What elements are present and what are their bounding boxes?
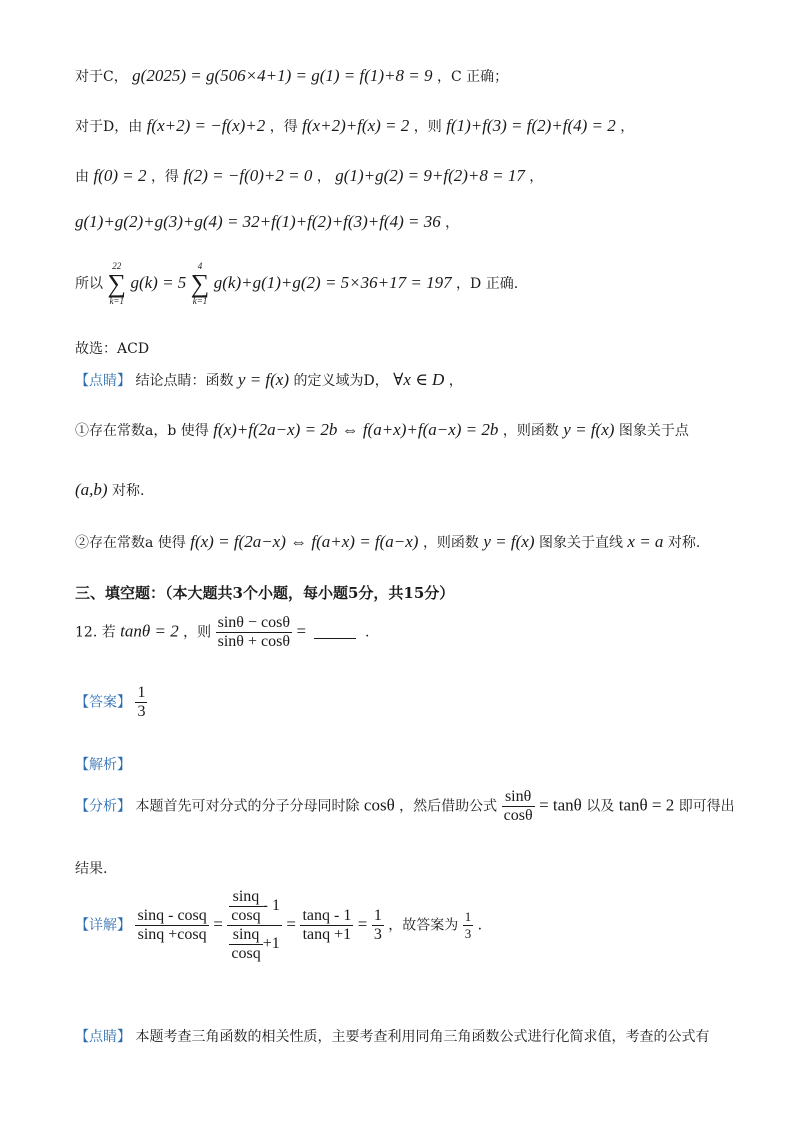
xiangjie-line [75, 888, 482, 963]
text: ，然后借助公式 [399, 798, 498, 815]
denominator: 3 [464, 926, 472, 941]
complex-denominator [227, 925, 282, 963]
line-choose [75, 338, 149, 358]
dianjing2-line [75, 1026, 709, 1046]
text: ，得 [150, 169, 179, 185]
math: x = a [627, 532, 664, 551]
text: ，则 [183, 624, 212, 641]
math: y = f(x) [483, 532, 535, 551]
text: 即可得出 [678, 798, 735, 815]
text: 所以 [75, 276, 103, 292]
math: f(2) = −f(0)+2 = 0 [183, 166, 313, 185]
numerator: tanq - 1 [302, 907, 352, 924]
dianjing-tag: 【点睛】 [75, 1029, 131, 1045]
text: ②存在常数a 使得 [75, 535, 186, 551]
math: = tanθ [539, 795, 582, 815]
complex-numerator [227, 888, 282, 925]
text: 的定义域为D， [293, 373, 389, 389]
denominator: 3 [137, 703, 146, 720]
tail: +1 [262, 935, 280, 953]
sum-symbol [191, 262, 210, 306]
text: 12. 若 [75, 624, 116, 641]
fenxi-fraction [502, 788, 535, 825]
denominator: tanq +1 [300, 925, 353, 944]
text: ， [620, 119, 635, 135]
math: g(1)+g(2) = 9+f(2)+8 = 17 [335, 166, 525, 185]
xj-complex-fraction [227, 888, 282, 963]
line-sum [75, 262, 518, 306]
xj-fraction-3 [300, 907, 353, 944]
denominator: cosθ [503, 807, 533, 824]
numerator: sinq [232, 888, 260, 905]
math: f(x+2)+f(x) = 2 [302, 116, 410, 135]
sum-symbol [107, 262, 126, 306]
text: 由 [75, 169, 89, 185]
text: 本题首先可对分式的分子分母同时除 [135, 798, 360, 815]
text: 对称. [667, 535, 701, 551]
denominator: 3 [373, 926, 382, 943]
sum-upper: 4 [197, 261, 203, 271]
text: ， [529, 169, 544, 185]
math: f(1)+f(3) = f(2)+f(4) = 2 [446, 116, 616, 135]
line-d [75, 116, 634, 136]
math: g(k) = 5 [130, 273, 187, 292]
text: 对于C， [75, 69, 128, 85]
math: g(k)+g(1)+g(2) = 5×36+17 = 197 [213, 273, 452, 292]
equals: = [296, 621, 307, 641]
line-c [75, 66, 508, 86]
inner-fraction-a [229, 888, 262, 925]
equals: = [357, 914, 368, 934]
xj-fraction-1 [135, 907, 208, 944]
tail: - 1 [262, 897, 280, 915]
fenxi-line [75, 788, 735, 825]
text: 故选：ACD [75, 341, 150, 357]
fenxi-tag: 【分析】 [75, 798, 131, 815]
text: 结果. [75, 861, 108, 877]
question-12 [75, 614, 369, 651]
sigma: ∑ [107, 269, 126, 298]
fenxi-line2 [75, 858, 107, 878]
denominator: cosq [231, 945, 261, 962]
text: ，得 [269, 119, 298, 135]
text: 对于D，由 [75, 119, 143, 135]
sigma: ∑ [190, 269, 210, 298]
text: ，故答案为 [388, 917, 459, 934]
math: f(x+2) = −f(x)+2 [146, 116, 266, 135]
math: cosθ [363, 795, 395, 815]
q12-fraction [216, 614, 292, 651]
math: tanθ = 2 [618, 795, 675, 815]
math: g(2025) = g(506×4+1) = g(1) = f(1)+8 = 9 [132, 66, 433, 85]
xiangjie-tag: 【详解】 [75, 917, 131, 934]
text: ， [445, 215, 460, 231]
numerator: sinq - cosq [137, 907, 207, 924]
math: (a,b) [75, 480, 108, 499]
line-p2 [75, 532, 700, 552]
text: ，则 [413, 119, 442, 135]
numerator: 1 [464, 909, 472, 924]
answer-fraction [135, 684, 147, 721]
xj-fraction-4 [372, 907, 384, 944]
line-p1b [75, 480, 144, 500]
text: 图象关于点 [618, 423, 689, 439]
analysis-tag: 【解析】 [75, 757, 131, 773]
math: y = f(x) [563, 420, 615, 439]
xj-fraction-5 [463, 909, 474, 942]
line-e [75, 166, 543, 186]
line-dianjing [75, 370, 463, 390]
numerator: 1 [373, 907, 382, 924]
text: 图象关于直线 [538, 535, 623, 551]
section-title: 三、填空题：（本大题共3个小题，每小题5分，共15分） [75, 584, 455, 602]
text: . [364, 624, 370, 641]
equals: = [213, 914, 223, 934]
math: f(x) = f(2a−x) ⇔ f(a+x) = f(a−x) [190, 532, 419, 551]
numerator: sinθ [504, 788, 532, 805]
denominator: cosq [231, 907, 261, 924]
answer-blank [314, 638, 356, 639]
answer-line [75, 684, 147, 721]
numerator: sinq [232, 926, 260, 943]
analysis-line [75, 754, 131, 774]
text: 以及 [586, 798, 615, 815]
text: ①存在常数a，b 使得 [75, 423, 209, 439]
text: ，则函数 [502, 423, 559, 439]
text: ，D 正确. [456, 276, 519, 292]
text: ， [448, 373, 463, 389]
line-p1 [75, 420, 689, 440]
math: tanθ = 2 [120, 621, 179, 641]
answer-tag: 【答案】 [75, 694, 131, 711]
numerator: sinθ − cosθ [217, 614, 290, 631]
section-heading [75, 582, 454, 603]
math: f(0) = 2 [93, 166, 147, 185]
text: 结论点睛：函数 [135, 373, 234, 389]
text: 对称. [112, 483, 145, 499]
equals: = [286, 914, 296, 934]
numerator: 1 [137, 684, 146, 701]
sum-upper: 22 [112, 261, 122, 271]
dianjing-tag: 【点睛】 [75, 373, 131, 389]
denominator: sinq +cosq [135, 925, 208, 944]
denominator: sinθ + cosθ [217, 633, 290, 650]
sum-lower: k=1 [192, 296, 208, 306]
line-g [75, 212, 459, 232]
math: y = f(x) [237, 370, 290, 389]
text: ，C 正确； [436, 69, 509, 85]
text: ， [316, 169, 331, 185]
text: . [477, 917, 483, 934]
inner-fraction-b [229, 926, 262, 963]
math: f(x)+f(2a−x) = 2b ⇔ f(a+x)+f(a−x) = 2b [213, 420, 499, 439]
math: g(1)+g(2)+g(3)+g(4) = 32+f(1)+f(2)+f(3)+f(4) = 36 [75, 212, 441, 231]
math: ∀x ∈ D [393, 370, 445, 389]
text: 本题考查三角函数的相关性质，主要考查利用同角三角函数公式进行化简求值，考查的公式有 [135, 1029, 710, 1045]
text: ，则函数 [422, 535, 479, 551]
sum-lower: k=1 [109, 296, 125, 306]
